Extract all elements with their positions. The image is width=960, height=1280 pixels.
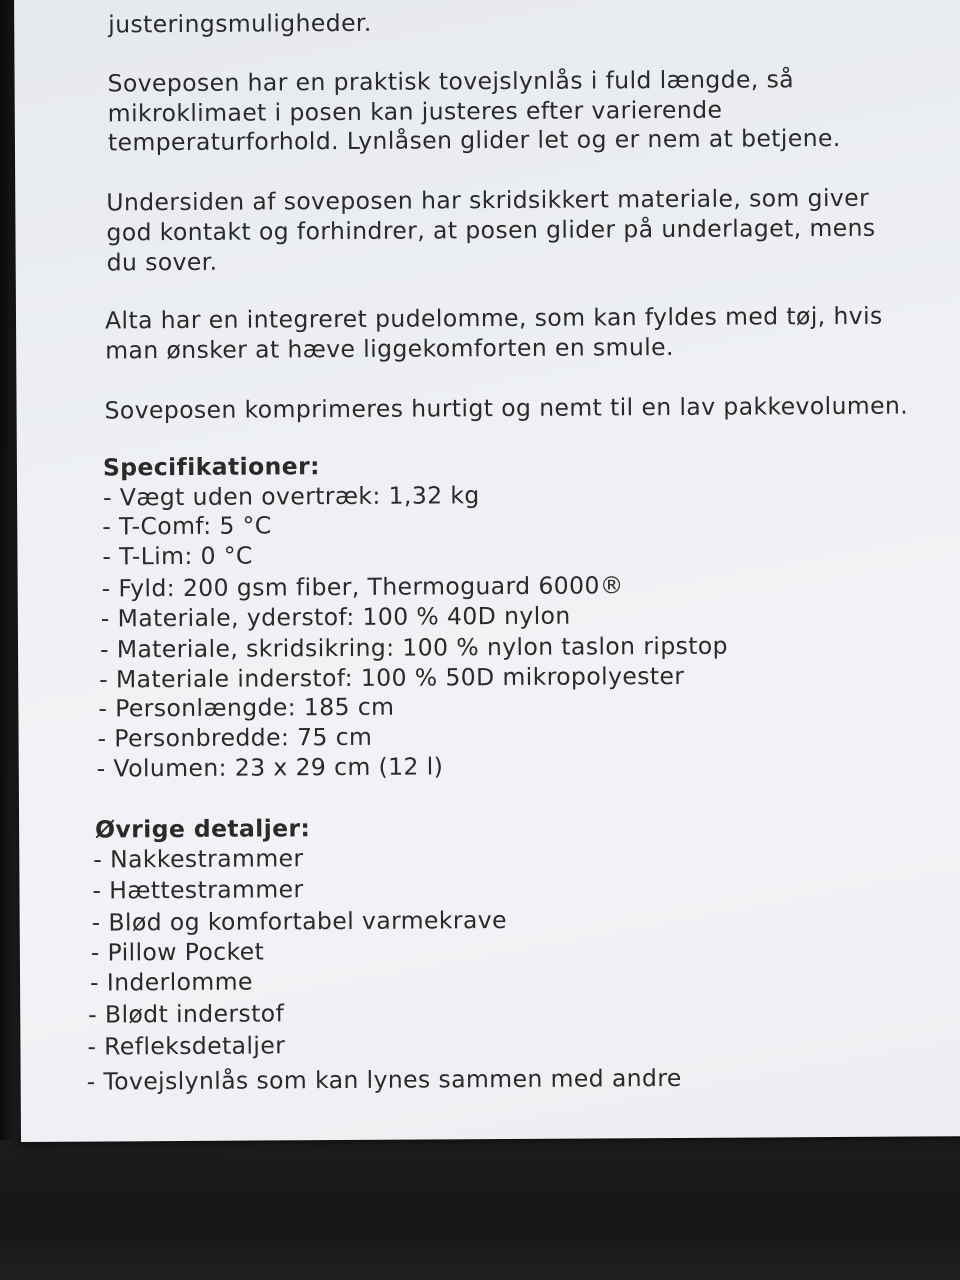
paragraph-line: god kontakt og forhindrer, at posen glider på underlaget, mens <box>106 213 876 247</box>
detail-item: - Inderlomme <box>89 967 253 997</box>
paragraph-line: Soveposen komprimeres hurtigt og nemt til en lav pakkevolumen. <box>104 391 909 425</box>
spec-item: - Fyld: 200 gsm fiber, Thermoguard 6000® <box>101 571 624 603</box>
spec-item: - Materiale inderstof: 100 % 50D mikropolyester <box>99 661 685 694</box>
detail-item: - Pillow Pocket <box>90 937 265 967</box>
spec-item: - T-Comf: 5 °C <box>102 511 272 541</box>
paragraph-line: Undersiden af soveposen har skridsikkert materiale, som giver <box>106 183 870 217</box>
detail-item: - Blød og komfortabel varmekrave <box>91 906 507 937</box>
paragraph-line: Soveposen har en praktisk tovejslynlås i fuld længde, så <box>107 65 795 98</box>
spec-item: - Volumen: 23 x 29 cm (12 l) <box>96 752 444 783</box>
spec-item: - Personlængde: 185 cm <box>98 692 395 723</box>
detail-item: - Tovejslynlås som kan lynes sammen med andre <box>86 1063 682 1096</box>
spec-item: - Materiale, yderstof: 100 % 40D nylon <box>100 601 571 633</box>
detail-item: - Blødt inderstof <box>88 999 285 1029</box>
spec-item: - Vægt uden overtræk: 1,32 kg <box>103 481 480 512</box>
spec-item: - Materiale, skridsikring: 100 % nylon taslon ripstop <box>99 631 729 664</box>
detail-item: - Refleksdetaljer <box>87 1031 286 1061</box>
dark-floor <box>0 1140 960 1280</box>
paragraph-line: temperaturforhold. Lynlåsen glider let og er nem at betjene. <box>107 123 841 157</box>
specs-heading: Specifikationer: <box>102 452 320 482</box>
paragraph-line: Alta har en integreret pudelomme, som kan fyldes med tøj, hvis <box>104 301 883 335</box>
paragraph-line: du sover. <box>106 247 218 277</box>
detail-item: - Hættestrammer <box>92 875 304 905</box>
spec-item: - Personbredde: 75 cm <box>97 722 373 753</box>
paper-sheet <box>14 0 960 1142</box>
paragraph-line: justeringsmuligheder. <box>108 8 372 39</box>
detail-item: - Nakkestrammer <box>93 844 304 874</box>
paragraph-line: man ønsker at hæve liggekomforten en smule. <box>105 332 674 365</box>
details-heading: Øvrige detaljer: <box>95 814 311 844</box>
spec-item: - T-Lim: 0 °C <box>102 541 253 571</box>
paragraph-line: mikroklimaet i posen kan justeres efter varierende <box>107 95 723 128</box>
